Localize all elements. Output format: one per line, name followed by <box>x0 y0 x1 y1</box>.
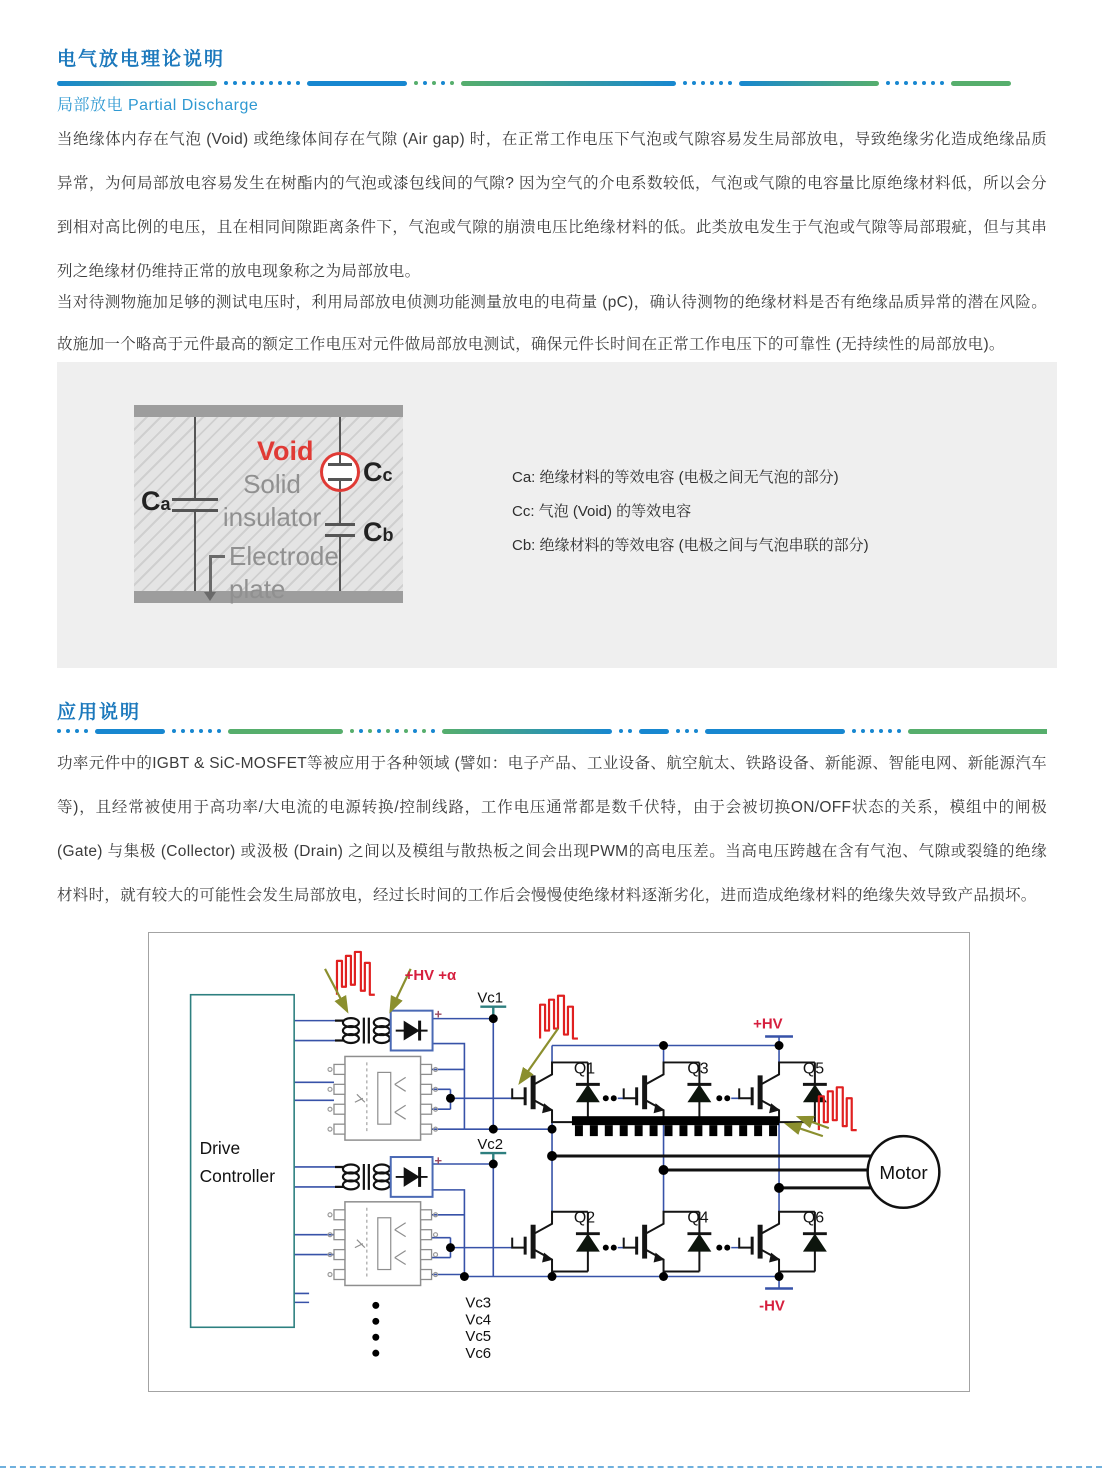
vc1-label: Vc1 <box>477 989 504 1007</box>
electrode-plate-label: Electrode plate <box>229 541 339 604</box>
drive-controller-label-1: Drive <box>199 1138 241 1159</box>
application-divider <box>57 728 1047 734</box>
q3-label: Q3 <box>687 1060 709 1078</box>
motor-label: Motor <box>879 1162 928 1184</box>
theory-paragraph-2: 当对待测物施加足够的测试电压时，利用局部放电侦测功能测量放电的电荷量 (pC)，确认待测物的绝缘材料是否有绝缘品质异常的潜在风险。故施加一个略高于元件最高的额定工作电压对元件做局部放电测试，确保元件长时间在正常工作电压下的可靠性 (无持续性的局部放电)。 <box>57 294 1047 353</box>
theory-paragraph-1: 当绝缘体内存在气泡 (Void) 或绝缘体间存在气隙 (Air gap) 时，在正常工作电压下气泡或气隙容易发生局部放电，导致绝缘劣化造成绝缘品质异常，为何局部放电容易发生在树酯内的气泡或漆包线间的气隙? 因为空气的介电系数较低，气泡或气隙的电容量比原绝缘材料低，所以会分到相对高比例的电压，且在相同间隙距离条件下，气泡或气隙的崩溃电压比绝缘材料的低。此类放电发生于气泡或气隙等局部瑕疵，但与其串列之绝缘材仍维持正常的放电现象称之为局部放电。 <box>57 131 1047 280</box>
ca-wire-lower <box>194 512 196 591</box>
gate-transformer-2 <box>335 1164 398 1190</box>
gate-driver-ic-2 <box>328 1202 438 1286</box>
void-label: Void <box>257 436 314 466</box>
drive-controller-label-2: Controller <box>199 1165 276 1186</box>
cc-wire-upper <box>339 417 341 452</box>
application-paragraph: 功率元件中的IGBT & SiC-MOSFET等被应用于各种领域 (譬如：电子产品、工业设备、航空航太、铁路设备、新能源、智能电网、新能源汽车等)，且经常被使用于高功率/大电流的电源转换/控制线路，工作电压通常都是数千伏特，由于会被切换ON/OFF状态的关系，模组中的闸极 (Gate) 与集极 (Collector) 或汲极 (Drain) 之间以及模组与散热板之间会出现PWM的高电压差。当高电压跨越在含有气泡、气隙或裂缝的绝缘材料时，就有较大的可能性会发生局部放电，经过长时间的工作后会慢慢使绝缘材料逐渐劣化，进而造成绝缘材料的绝缘失效导致产品损坏。 <box>57 755 1047 904</box>
electrode-pointer-arrow-icon <box>204 592 216 601</box>
motor-phase-lines <box>552 1156 872 1188</box>
vc3-label: Vc3 <box>465 1294 492 1312</box>
rectifier-1 <box>391 1011 433 1051</box>
cb-wire-upper <box>339 492 341 523</box>
vc6-label: Vc6 <box>465 1345 492 1363</box>
drive-controller-box <box>191 995 295 1328</box>
title-divider <box>57 80 1047 86</box>
q4-label: Q4 <box>687 1209 709 1227</box>
inverter-circuit-svg <box>149 933 969 1391</box>
q1-label: Q1 <box>573 1060 596 1078</box>
page-title: 电气放电理论说明 <box>57 49 226 70</box>
legend-cc: Cc: 气泡 (Void) 的等效电容 <box>512 503 692 520</box>
vc5-label: Vc5 <box>465 1328 492 1346</box>
plus-hv-label: +HV <box>753 1015 783 1033</box>
cb-label: Cb <box>363 517 394 547</box>
solid-insulator-label: Solid insulator <box>222 469 322 532</box>
q6-label: Q6 <box>802 1209 825 1227</box>
q5-label: Q5 <box>802 1060 825 1078</box>
cb-wire-lower <box>339 537 341 591</box>
minus-hv-label: -HV <box>759 1297 785 1315</box>
ca-label: Ca <box>141 486 171 516</box>
rectifier-2 <box>391 1157 433 1197</box>
heatsink <box>572 1116 779 1136</box>
hv-alpha-label: +HV +α <box>404 966 457 984</box>
ca-wire-upper <box>194 417 196 498</box>
legend-ca: Ca: 绝缘材料的等效电容 (电极之间无气泡的部分) <box>512 469 839 486</box>
inverter-circuit-figure <box>148 932 970 1392</box>
subsection-title: 局部放电 Partial Discharge <box>57 97 259 114</box>
q2-label: Q2 <box>573 1209 596 1227</box>
gate-transformer-1 <box>335 1018 398 1044</box>
vc2-label: Vc2 <box>477 1136 504 1154</box>
vc4-label: Vc4 <box>465 1311 492 1329</box>
insulator-figure-panel <box>57 362 1057 668</box>
electrode-pointer-vertical <box>209 555 212 593</box>
gate-driver-ic-1 <box>328 1056 438 1140</box>
electrode-plate-top <box>134 405 403 417</box>
rectifier-1-plus: + <box>434 1006 443 1022</box>
rectifier-2-plus: + <box>434 1152 443 1168</box>
legend-cb: Cb: 绝缘材料的等效电容 (电极之间与气泡串联的部分) <box>512 537 869 554</box>
application-title: 应用说明 <box>57 702 142 723</box>
page-footer-divider <box>0 1466 1102 1468</box>
cc-label: Cc <box>363 457 393 487</box>
